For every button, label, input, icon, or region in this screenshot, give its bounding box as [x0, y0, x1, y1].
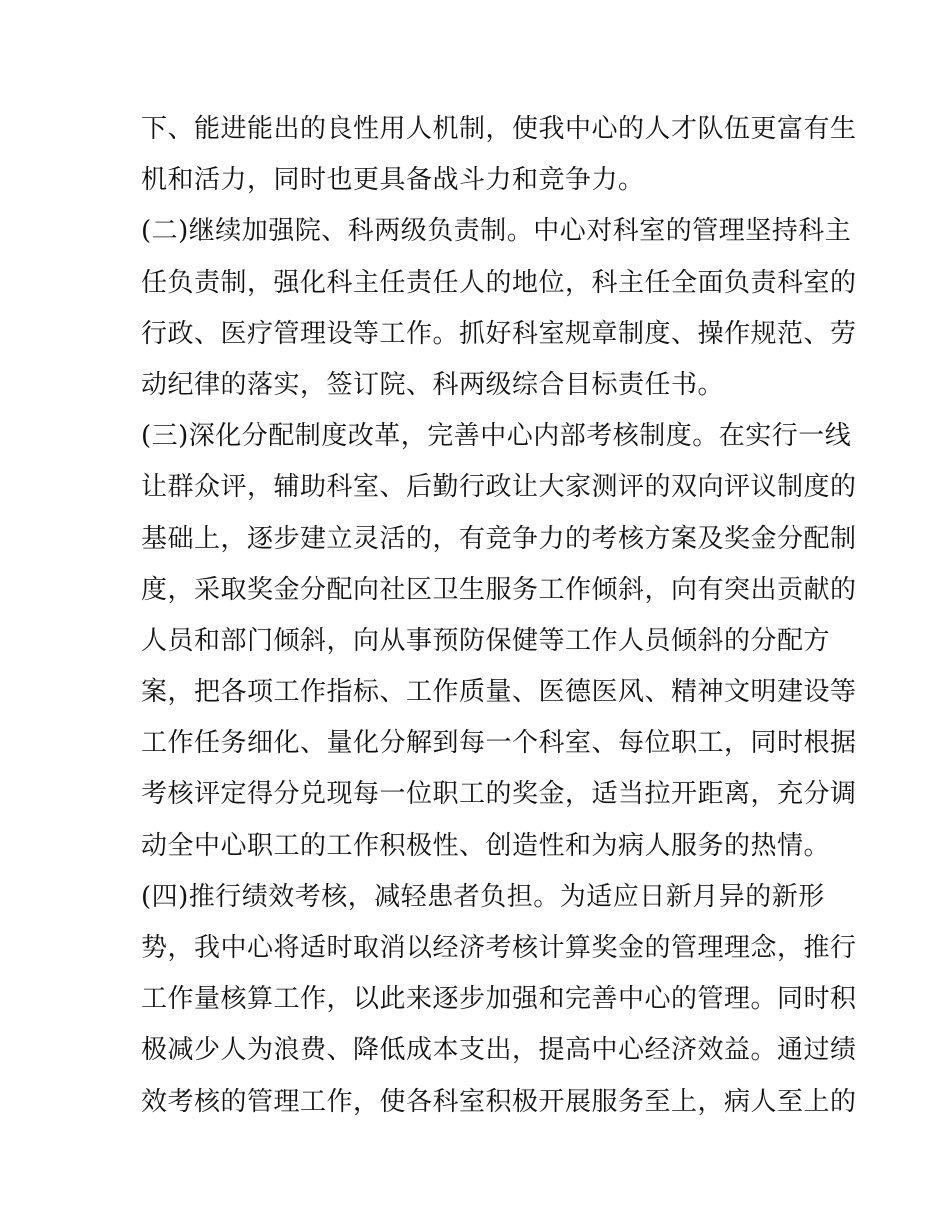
text-line: 极减少人为浪费、降低成本支出，提高中心经济效益。通过绩 — [141, 1035, 857, 1066]
text-line: 度，采取奖金分配向社区卫生服务工作倾斜，向有突出贡献的 — [141, 574, 857, 605]
text-line: 行政、医疗管理设等工作。抓好科室规章制度、操作规范、劳 — [141, 318, 857, 349]
text-line: (二)继续加强院、科两级负责制。中心对科室的管理坚持科主 — [141, 216, 852, 247]
text-line: 人员和部门倾斜，向从事预防保健等工作人员倾斜的分配方 — [141, 625, 831, 656]
text-line: 工作任务细化、量化分解到每一个科室、每位职工，同时根据 — [141, 728, 857, 759]
text-line: 机和活力，同时也更具备战斗力和竞争力。 — [141, 165, 645, 196]
text-line: 工作量核算工作，以此来逐步加强和完善中心的管理。同时积 — [141, 984, 857, 1015]
text-line: 基础上，逐步建立灵活的，有竞争力的考核方案及奖金分配制 — [141, 523, 857, 554]
text-line: 任负责制，强化科主任责任人的地位，科主任全面负责科室的 — [141, 267, 857, 298]
text-line: 效考核的管理工作，使各科室积极开展服务至上，病人至上的 — [141, 1086, 857, 1117]
text-line: 动全中心职工的工作积极性、创造性和为病人服务的热情。 — [141, 830, 831, 861]
text-line: 下、能进能出的良性用人机制，使我中心的人才队伍更富有生 — [141, 114, 857, 144]
text-line: 势，我中心将适时取消以经济考核计算奖金的管理理念，推行 — [141, 933, 857, 963]
text-line: 考核评定得分兑现每一位职工的奖金，适当拉开距离，充分调 — [141, 779, 857, 810]
text-line: 让群众评，辅助科室、后勤行政让大家测评的双向评议制度的 — [141, 472, 857, 503]
text-line: (三)深化分配制度改革，完善中心内部考核制度。在实行一线 — [141, 421, 852, 452]
body-text — [141, 104, 857, 1128]
text-line: 案，把各项工作指标、工作质量、医德医风、精神文明建设等 — [141, 677, 857, 708]
text-line: (四)推行绩效考核，减轻患者负担。为适应日新月异的新形 — [141, 881, 825, 912]
text-line: 动纪律的落实，签订院、科两级综合目标责任书。 — [141, 369, 725, 400]
